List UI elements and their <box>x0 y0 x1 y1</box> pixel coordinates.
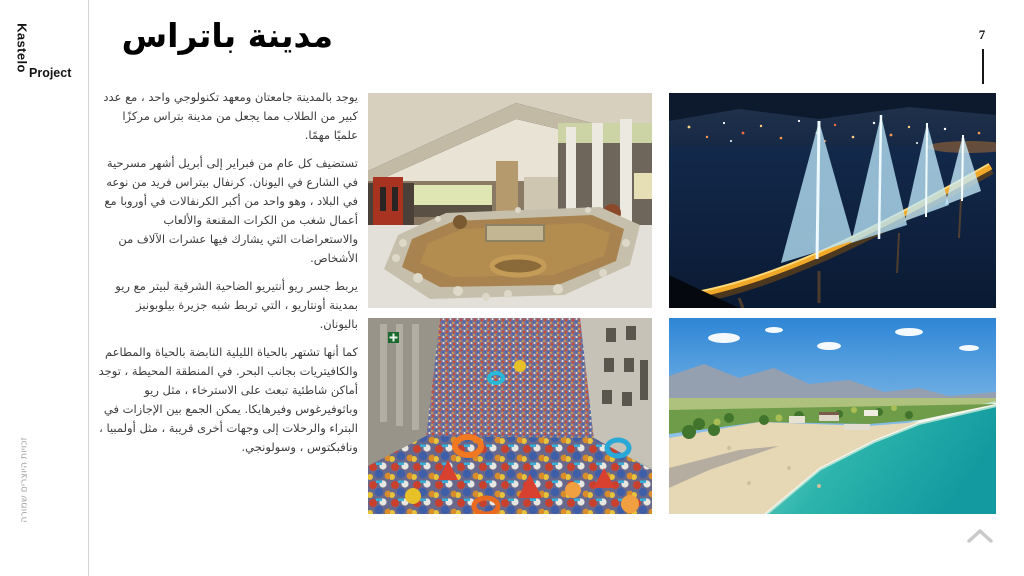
page-number-rule <box>982 49 984 84</box>
paragraph-carnival: تستضيف كل عام من فبراير إلى أبريل أشهر مسرحية في الشارع في اليونان. كرنفال بيتراس فريد من نوعه في البلاد ، وهو واحد من أكبر الكرنفالات في أوروبا مع أعمال شغب من الكرات المقنعة والألعاب والاستعراضات التي يشارك فيها عشرات الآلاف من الأشخاص. <box>104 156 358 265</box>
chevron-up-icon[interactable] <box>966 528 994 544</box>
slide-title: مدينة باتراس <box>121 16 333 55</box>
photo-bridge-night <box>669 93 996 308</box>
brand-name-vertical: Kastelo <box>14 23 30 73</box>
paragraph-nightlife-beaches: كما أنها تشتهر بالحياة الليلية النابضة بالحياة والمطاعم والكافيتريات بجانب البحر. في المنطقة المحيطة ، توجد أماكن شاطئية تبعث على الاسترخاء ، مثل ريو وباثوفيرغوس وفيرهايكا. يمكن الجمع بين الإجازات في البتراء والرحلات إلى وجهات أخرى قريبة ، مثل أولمبيا ، ونافبكتوس ، وسولونجي. <box>98 345 358 454</box>
photo-carnival-crowd <box>368 318 652 514</box>
sidebar-divider <box>88 0 89 576</box>
page-number: 7 <box>978 27 986 42</box>
brand-subtitle: Project <box>29 66 72 80</box>
paragraph-universities: يوجد بالمدينة جامعتان ومعهد تكنولوجي واحد ، مع عدد كبير من الطلاب مما يجعل من مدينة بتراس مركزًا علميًا مهمًا. <box>103 90 358 142</box>
photo-museum-interior <box>368 93 652 308</box>
photo-beach-aerial <box>669 318 996 514</box>
copyright-note-vertical: זכויות היוצרים שמורה <box>18 437 30 523</box>
body-text-block <box>95 88 358 466</box>
paragraph-bridge: يربط جسر ريو أنتيريو الضاحية الشرقية لبيتر مع ريو بمدينة أونتاريو ، التي تربط شبه جزيرة بيلوبونيز باليونان. <box>115 279 358 331</box>
